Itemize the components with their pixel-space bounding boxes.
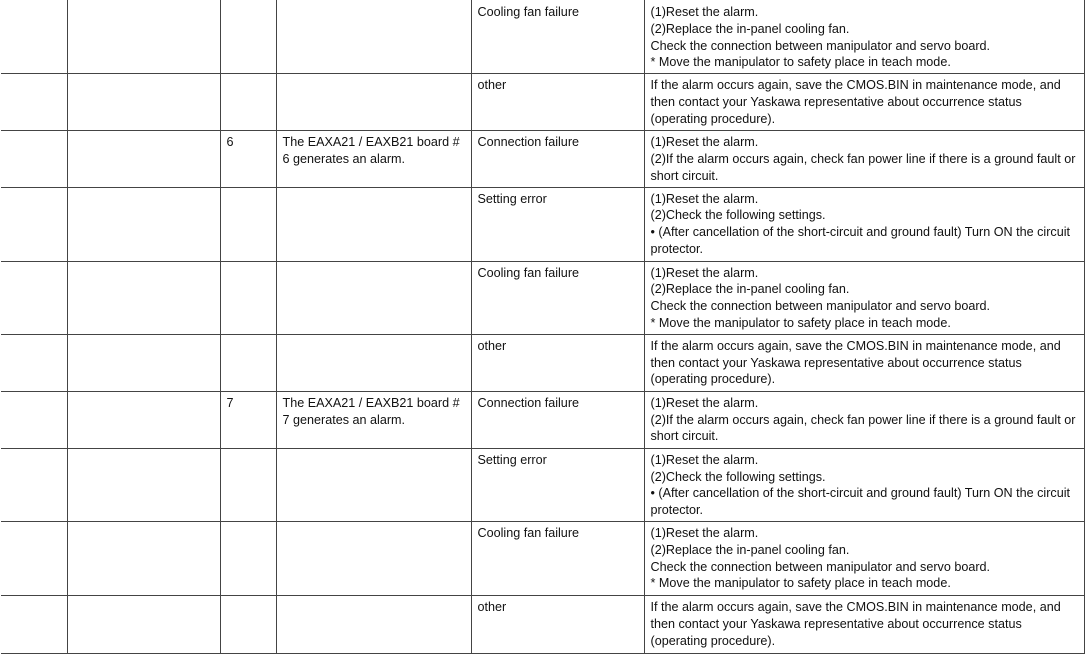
remedy-line: * Move the manipulator to safety place in teach mode. (650, 315, 951, 330)
remedy-cell (644, 131, 1084, 187)
alarm-number-cell (1, 187, 67, 261)
cause-cell: Cooling fan failure (471, 521, 644, 595)
cause-cell: Connection failure (471, 131, 644, 187)
remedy-line: (2)Replace the in-panel cooling fan. (650, 21, 850, 36)
alarm-name-cell (67, 595, 220, 653)
cause-cell: Setting error (471, 187, 644, 261)
alarm-name-cell (67, 521, 220, 595)
table-row (1, 521, 1084, 595)
remedy-line: (1)Reset the alarm. (650, 191, 759, 206)
board-description-cell (276, 448, 471, 521)
remedy-line: (2)Replace the in-panel cooling fan. (650, 282, 850, 297)
remedy-line: Check the connection between manipulator and servo board. (650, 559, 991, 574)
alarm-name-cell (67, 334, 220, 391)
table-row (1, 74, 1084, 131)
remedy-cell (644, 391, 1084, 448)
remedy-line: If the alarm occurs again, save the CMOS.BIN in maintenance mode, and then contact your Yaskawa representative about occurrence status (operating procedure). (650, 78, 1061, 126)
alarm-number-cell (1, 131, 67, 187)
remedy-line: Check the connection between manipulator and servo board. (650, 38, 991, 53)
board-number-cell (220, 595, 276, 653)
remedy-line: If the alarm occurs again, save the CMOS.BIN in maintenance mode, and then contact your Yaskawa representative about occurrence status (operating procedure). (650, 338, 1061, 387)
alarm-remedy-table (1, 0, 1085, 654)
cause-cell: Cooling fan failure (471, 0, 644, 74)
remedy-line: • (After cancellation of the short-circuit and ground fault) Turn ON the circuit protector. (650, 486, 1070, 518)
board-number-cell (220, 187, 276, 261)
alarm-number-cell (1, 391, 67, 448)
board-number-cell: 7 (220, 391, 276, 448)
remedy-cell (644, 595, 1084, 653)
remedy-line: (1)Reset the alarm. (650, 135, 759, 150)
table-row (1, 187, 1084, 261)
table-row (1, 131, 1084, 187)
cause-cell: Setting error (471, 448, 644, 521)
cause-cell: Cooling fan failure (471, 261, 644, 334)
remedy-cell (644, 0, 1084, 74)
board-description-cell (276, 261, 471, 334)
board-number-cell: 6 (220, 131, 276, 187)
board-description-cell (276, 595, 471, 653)
board-number-cell (220, 334, 276, 391)
alarm-name-cell (67, 0, 220, 74)
remedy-line: (2)Check the following settings. (650, 208, 826, 223)
remedy-line: * Move the manipulator to safety place in teach mode. (650, 55, 951, 70)
board-description-cell (276, 74, 471, 131)
board-number-cell (220, 0, 276, 74)
remedy-line: (1)Reset the alarm. (650, 395, 759, 410)
board-description-cell: The EAXA21 / EAXB21 board # 6 generates an alarm. (276, 131, 471, 187)
remedy-line: Check the connection between manipulator and servo board. (650, 299, 991, 314)
table-row (1, 0, 1084, 74)
alarm-number-cell (1, 0, 67, 74)
remedy-cell (644, 261, 1084, 334)
alarm-number-cell (1, 334, 67, 391)
table-row (1, 448, 1084, 521)
cause-cell: Connection failure (471, 391, 644, 448)
alarm-number-cell (1, 261, 67, 334)
alarm-number-cell (1, 448, 67, 521)
remedy-line: (2)Check the following settings. (650, 469, 826, 484)
remedy-line: (1)Reset the alarm. (650, 265, 759, 280)
table-row (1, 391, 1084, 448)
remedy-cell (644, 187, 1084, 261)
alarm-name-cell (67, 74, 220, 131)
remedy-cell (644, 448, 1084, 521)
remedy-cell (644, 521, 1084, 595)
remedy-line: (1)Reset the alarm. (650, 5, 759, 19)
alarm-name-cell (67, 187, 220, 261)
table-row (1, 595, 1084, 653)
board-description-cell (276, 334, 471, 391)
cause-cell: other (471, 74, 644, 131)
board-number-cell (220, 261, 276, 334)
alarm-name-cell (67, 131, 220, 187)
remedy-line: (2)Replace the in-panel cooling fan. (650, 542, 850, 557)
remedy-line: (1)Reset the alarm. (650, 452, 759, 467)
remedy-line: • (After cancellation of the short-circuit and ground fault) Turn ON the circuit protector. (650, 225, 1070, 256)
alarm-number-cell (1, 521, 67, 595)
remedy-line: * Move the manipulator to safety place in teach mode. (650, 576, 951, 591)
remedy-cell (644, 334, 1084, 391)
alarm-name-cell (67, 448, 220, 521)
table-row (1, 334, 1084, 391)
remedy-line: (1)Reset the alarm. (650, 525, 759, 540)
remedy-cell (644, 74, 1084, 131)
board-number-cell (220, 521, 276, 595)
alarm-number-cell (1, 595, 67, 653)
table-row (1, 261, 1084, 334)
cause-cell: other (471, 595, 644, 653)
remedy-line: If the alarm occurs again, save the CMOS.BIN in maintenance mode, and then contact your Yaskawa representative about occurrence status (operating procedure). (650, 599, 1061, 648)
board-description-cell (276, 0, 471, 74)
alarm-name-cell (67, 391, 220, 448)
board-number-cell (220, 448, 276, 521)
alarm-number-cell (1, 74, 67, 131)
cause-cell: other (471, 334, 644, 391)
alarm-name-cell (67, 261, 220, 334)
board-number-cell (220, 74, 276, 131)
remedy-line: (2)If the alarm occurs again, check fan power line if there is a ground fault or short circuit. (650, 151, 1076, 183)
remedy-line: (2)If the alarm occurs again, check fan power line if there is a ground fault or short circuit. (650, 412, 1076, 444)
board-description-cell (276, 521, 471, 595)
board-description-cell: The EAXA21 / EAXB21 board # 7 generates an alarm. (276, 391, 471, 448)
board-description-cell (276, 187, 471, 261)
